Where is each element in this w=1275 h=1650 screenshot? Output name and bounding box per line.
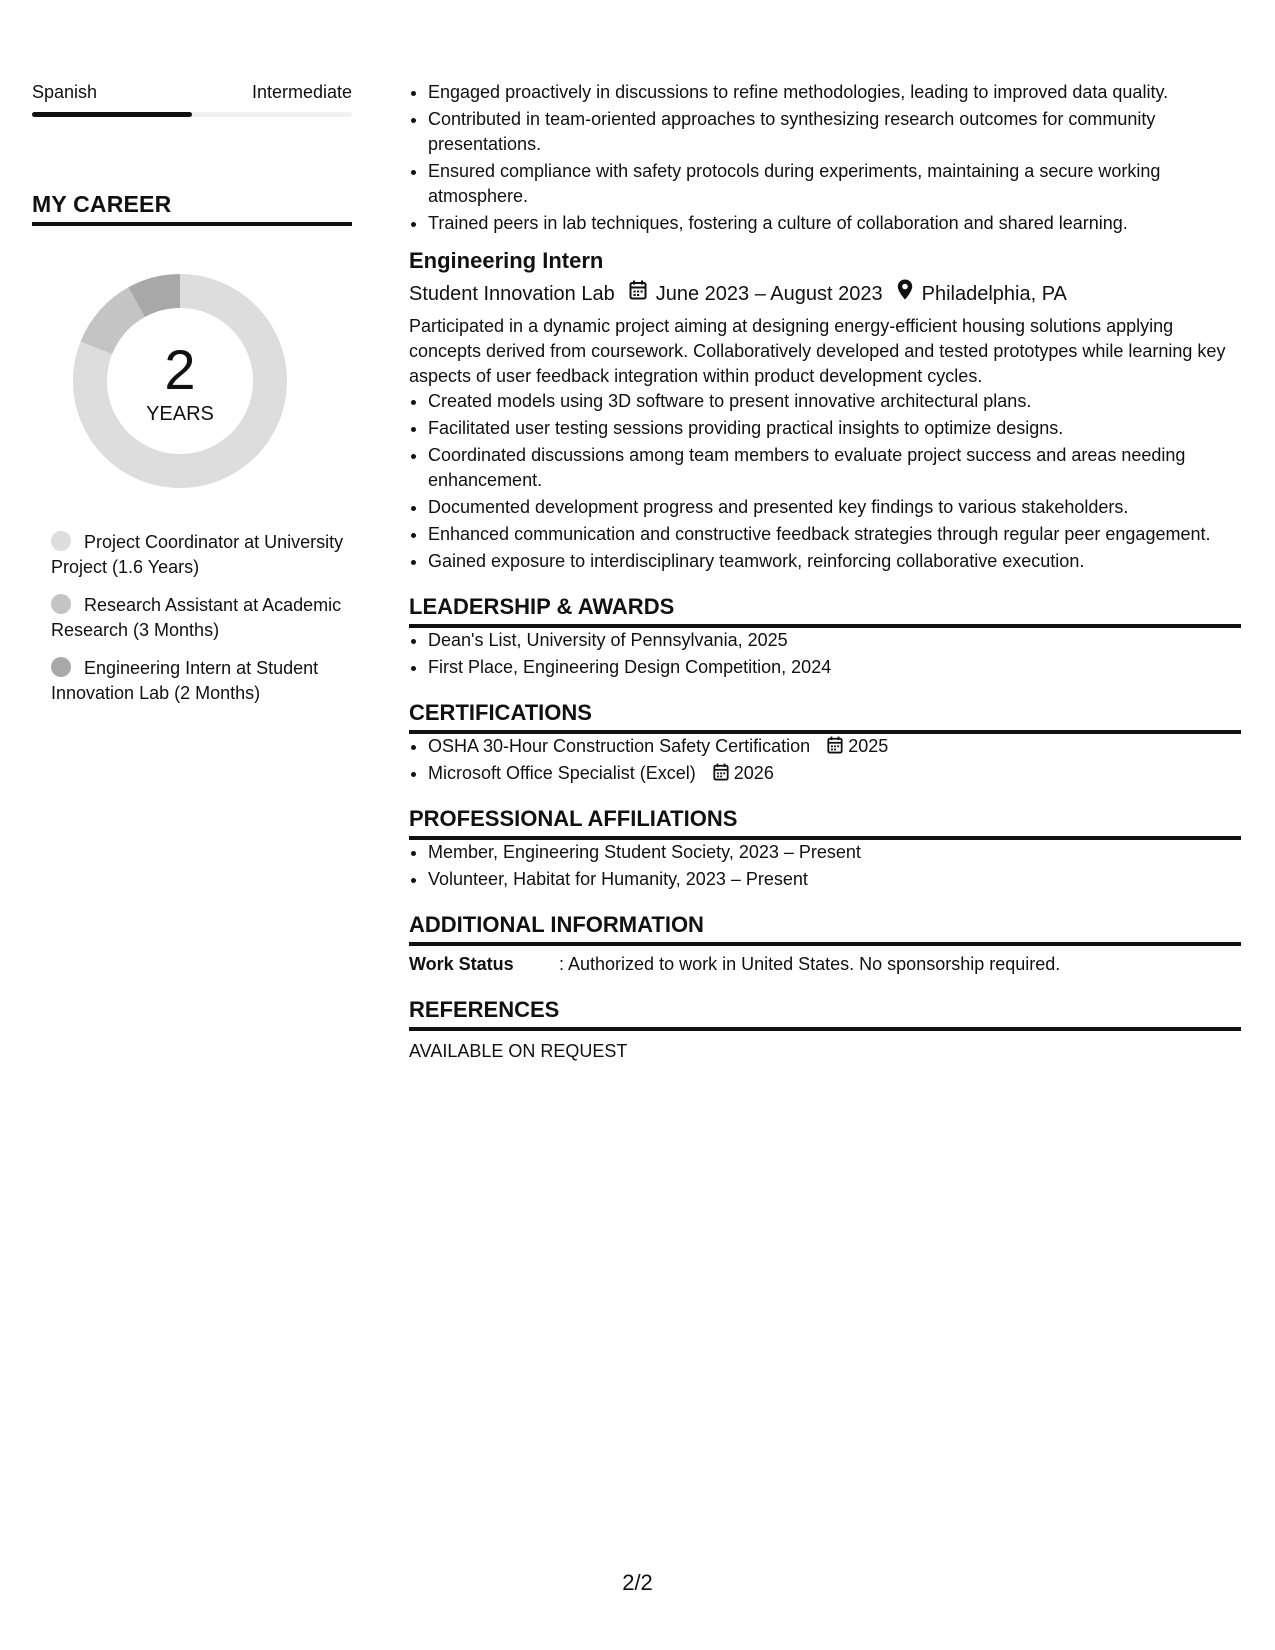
left-column [32, 80, 352, 719]
leadership-list [409, 628, 1241, 680]
job-description: Participated in a dynamic project aiming at designing energy-efficient housing solutions applying concepts derived from coursework. Collaboratively developed and tested prototypes while learning key aspects of user feedback integration within product development cycles. [409, 316, 1226, 386]
job-company: Student Innovation Lab [409, 282, 615, 305]
language-proficiency-fill [32, 112, 192, 117]
certifications-list [409, 734, 1241, 786]
certification-name: Microsoft Office Specialist (Excel) [428, 763, 696, 783]
certification-date [827, 736, 888, 756]
career-legend [51, 530, 352, 706]
donut-center [67, 268, 293, 494]
certifications-heading: CERTIFICATIONS [409, 698, 1241, 734]
career-legend-item [51, 593, 352, 643]
bullet-item: • Created models using 3D software to present innovative architectural plans. [428, 389, 1241, 414]
certification-item [428, 761, 1241, 786]
career-legend-label: Project Coordinator at University Project (1.6 Years) [51, 532, 344, 577]
award-item: • First Place, Engineering Design Competition, 2024 [428, 655, 1241, 680]
job-meta [409, 279, 1241, 308]
job-title: Engineering Intern [409, 248, 604, 273]
award-item: • Dean's List, University of Pennsylvania, 2025 [428, 628, 1241, 653]
job-bullets [409, 389, 1241, 574]
map-pin-icon [897, 279, 913, 308]
language-level: Intermediate [251, 82, 352, 102]
certification-name: OSHA 30-Hour Construction Safety Certification [428, 736, 811, 756]
certification-year: 2026 [733, 763, 774, 783]
legend-dot [51, 594, 71, 614]
calendar-icon [713, 763, 729, 783]
additional-heading: ADDITIONAL INFORMATION [409, 910, 1241, 946]
job-dates: June 2023 – August 2023 [655, 282, 883, 305]
bullet-item: • Contributed in team-oriented approaches to synthesizing research outcomes for community presentations. [428, 107, 1241, 157]
work-status-row [409, 952, 1241, 977]
certification-date [713, 763, 774, 783]
affiliation-item: • Member, Engineering Student Society, 2023 – Present [428, 840, 1241, 865]
affiliation-item: • Volunteer, Habitat for Humanity, 2023 – Present [428, 867, 1241, 892]
work-status-value: : Authorized to work in United States. No sponsorship required. [559, 954, 1061, 974]
career-donut-chart [67, 268, 293, 494]
previous-job-bullets [409, 80, 1241, 236]
work-status-key: Work Status [409, 954, 514, 974]
calendar-icon [629, 280, 647, 308]
career-legend-label: Engineering Intern at Student Innovation Lab (2 Months) [51, 658, 319, 703]
bullet-item: • Gained exposure to interdisciplinary teamwork, reinforcing collaborative execution. [428, 549, 1241, 574]
bullet-item: • Enhanced communication and constructive feedback strategies through regular peer engagement. [428, 522, 1241, 547]
bullet-item: • Engaged proactively in discussions to refine methodologies, leading to improved data quality. [428, 80, 1241, 105]
references-heading: REFERENCES [409, 995, 1241, 1031]
bullet-item: • Documented development progress and presented key findings to various stakeholders. [428, 495, 1241, 520]
bullet-item: • Ensured compliance with safety protocols during experiments, maintaining a secure working atmosphere. [428, 159, 1241, 209]
language-proficiency-bar [32, 112, 352, 117]
career-total-value: 2 [164, 338, 196, 401]
affiliations-list [409, 840, 1241, 892]
career-legend-item [51, 530, 352, 580]
legend-dot [51, 531, 71, 551]
career-total-unit: YEARS [146, 403, 214, 425]
bullet-item: • Facilitated user testing sessions providing practical insights to optimize designs. [428, 416, 1241, 441]
career-legend-label: Research Assistant at Academic Research (3 Months) [51, 595, 342, 640]
references-text: AVAILABLE ON REQUEST [409, 1041, 628, 1061]
legend-dot [51, 657, 71, 677]
language-name: Spanish [32, 82, 98, 102]
job-location: Philadelphia, PA [921, 282, 1067, 305]
calendar-icon [827, 736, 843, 756]
bullet-item: • Coordinated discussions among team members to evaluate project success and areas needing enhancement. [428, 443, 1241, 493]
certification-item [428, 734, 1241, 759]
language-row [32, 80, 352, 104]
career-heading: MY CAREER [32, 191, 352, 226]
certification-year: 2025 [848, 736, 889, 756]
right-column [409, 80, 1241, 1064]
bullet-item: • Trained peers in lab techniques, fostering a culture of collaboration and shared learning. [428, 211, 1241, 236]
career-legend-item [51, 656, 352, 706]
leadership-heading: LEADERSHIP & AWARDS [409, 592, 1241, 628]
affiliations-heading: PROFESSIONAL AFFILIATIONS [409, 804, 1241, 840]
page-number: 2/2 [622, 1570, 653, 1595]
